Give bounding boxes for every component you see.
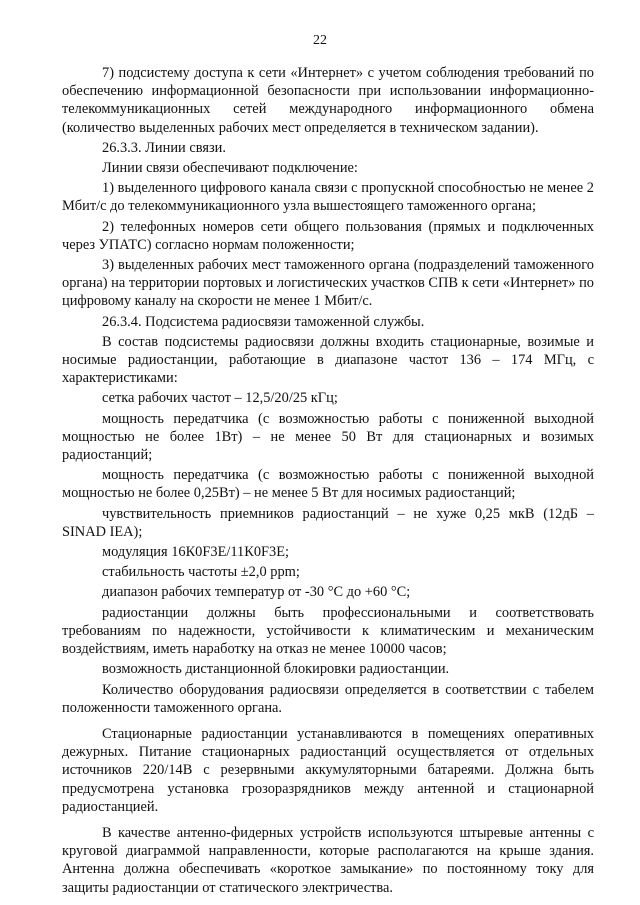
page-body <box>62 64 594 899</box>
paragraph: Линии связи обеспечивают подключение: <box>102 160 358 177</box>
paragraph: 7) подсистему доступа к сети «Интернет» с учетом соблюдения требований по обеспечению информационной безопасности при использовании информационно-телекоммуникационных сетей международного информационного обмена (количество выделенных рабочих мест определяется в техническом задании). <box>62 65 594 136</box>
paragraph: Количество оборудования радиосвязи определяется в соответствии с табелем положенности таможенного органа. <box>62 681 594 716</box>
list-item: радиостанции должны быть профессиональными и соответствовать требованиям по надежности, устойчивости к климатическим и механическим воздействиям, иметь наработку на отказ не менее 10000 часов; <box>62 604 594 658</box>
paragraph: В состав подсистемы радиосвязи должны входить стационарные, возимые и носимые радиостанции, работающие в диапазоне частот 136 – 174 МГц, с характеристиками: <box>62 333 594 387</box>
section-heading: 26.3.3. Линии связи. <box>102 139 226 156</box>
list-item: 1) выделенного цифрового канала связи с пропускной способностью не менее 2 Мбит/с до телекоммуникационного узла вышестоящего таможенного органа; <box>62 180 594 215</box>
list-item: 2) телефонных номеров сети общего пользования (прямых и подключенных через УПАТС) согласно нормам положенности; <box>62 218 594 253</box>
list-item: сетка рабочих частот – 12,5/20/25 кГц; <box>102 390 338 407</box>
paragraph: В качестве антенно-фидерных устройств используются штыревые антенны с круговой диаграммой направленности, которые располагаются на крыше здания. Антенна должна обеспечивать «короткое замыкание» по постоянному току для защиты радиостанции от статического электричества. <box>62 824 594 896</box>
list-item: диапазон рабочих температур от -30 °С до +60 °С; <box>102 584 411 601</box>
list-item: мощность передатчика (с возможностью работы с пониженной выходной мощностью не более 0,25Вт) – не менее 5 Вт для носимых радиостанций; <box>62 467 594 502</box>
paragraph: Стационарные радиостанции устанавливаются в помещениях оперативных дежурных. Питание стационарных радиостанций осуществляется от отдельных источников 220/14В с резервными аккумуляторными батареями. Должна быть предусмотрена установка грозоразрядников между антенной и стационарной радиостанцией. <box>62 725 594 815</box>
list-item: 3) выделенных рабочих мест таможенного органа (подразделений таможенного органа) на территории портовых и логистических участков СПВ к сети «Интернет» по цифровому каналу на скорости не менее 1 Мбит/с. <box>62 257 594 310</box>
list-item: чувствительность приемников радиостанций – не хуже 0,25 мкВ (12дБ – SINAD IEA); <box>62 505 594 540</box>
page-number: 22 <box>313 33 327 48</box>
list-item: модуляция 16К0F3E/11К0F3E; <box>102 544 289 561</box>
list-item: возможность дистанционной блокировки радиостанции. <box>102 661 450 678</box>
list-item: мощность передатчика (с возможностью работы с пониженной выходной мощностью не более 1Вт) – не менее 50 Вт для стационарных и возимых радиостанций; <box>62 410 594 464</box>
section-heading: 26.3.4. Подсистема радиосвязи таможенной службы. <box>102 313 425 330</box>
list-item: стабильность частоты ±2,0 ppm; <box>102 564 300 581</box>
